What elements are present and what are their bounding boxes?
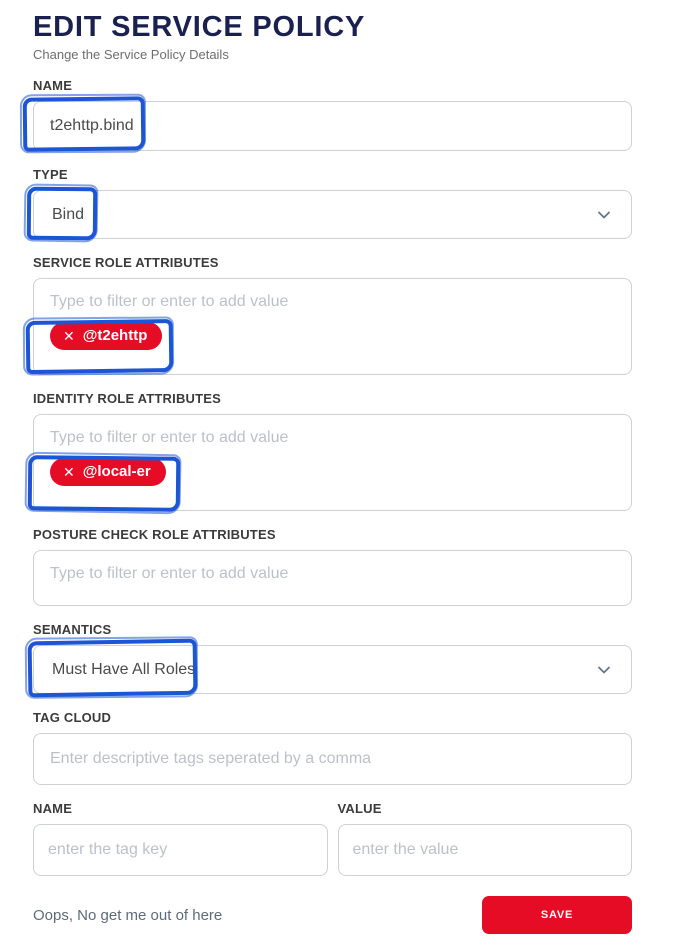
service-role-tag[interactable] (50, 322, 162, 350)
field-tag-cloud (33, 710, 632, 785)
identity-role-tag-row (50, 458, 615, 486)
service-role-placeholder: Type to filter or enter to add value (50, 293, 289, 311)
field-posture-check-role-attributes (33, 527, 632, 606)
tag-name-label: NAME (33, 801, 73, 817)
posture-check-role-attributes-input[interactable] (33, 550, 632, 606)
tag-value-label: VALUE (337, 801, 382, 817)
identity-role-tag-label: @local-er (82, 463, 151, 481)
name-label: NAME (33, 78, 73, 94)
form-footer (33, 896, 632, 934)
remove-tag-icon[interactable]: ✕ (63, 327, 75, 344)
field-tag-name (33, 801, 328, 876)
save-button[interactable]: SAVE (482, 896, 632, 934)
semantics-select[interactable] (33, 645, 632, 694)
identity-role-attributes-input[interactable] (33, 414, 632, 511)
service-role-attributes-label: SERVICE ROLE ATTRIBUTES (33, 255, 219, 271)
posture-check-role-attributes-label: POSTURE CHECK ROLE ATTRIBUTES (33, 527, 276, 543)
tag-name-input[interactable] (33, 824, 328, 876)
service-role-attributes-input[interactable] (33, 278, 632, 375)
posture-check-role-placeholder: Type to filter or enter to add value (50, 565, 289, 583)
tag-cloud-input[interactable] (33, 733, 632, 785)
field-name (33, 78, 632, 151)
chevron-down-icon (595, 661, 613, 679)
field-type (33, 167, 632, 239)
field-service-role-attributes (33, 255, 632, 375)
tag-key-value-row (33, 801, 632, 876)
remove-tag-icon[interactable]: ✕ (63, 463, 75, 480)
page-subtitle: Change the Service Policy Details (33, 47, 229, 63)
field-identity-role-attributes (33, 391, 632, 511)
edit-service-policy-form (33, 12, 632, 934)
semantics-label: SEMANTICS (33, 622, 112, 638)
type-label: TYPE (33, 167, 68, 183)
page-title: EDIT SERVICE POLICY (33, 11, 366, 43)
name-input[interactable] (33, 101, 632, 151)
chevron-down-icon (595, 206, 613, 224)
identity-role-placeholder: Type to filter or enter to add value (50, 429, 289, 447)
service-role-tag-row (50, 322, 615, 350)
cancel-link[interactable]: Oops, No get me out of here (33, 906, 223, 924)
identity-role-tag[interactable] (50, 458, 166, 486)
semantics-select-value: Must Have All Roles (52, 660, 196, 678)
service-role-tag-label: @t2ehttp (82, 327, 148, 345)
type-select[interactable] (33, 190, 632, 239)
field-semantics (33, 622, 632, 694)
type-select-value: Bind (52, 205, 85, 223)
tag-value-input[interactable] (338, 824, 633, 876)
tag-cloud-label: TAG CLOUD (33, 710, 112, 726)
field-tag-value (338, 801, 633, 876)
identity-role-attributes-label: IDENTITY ROLE ATTRIBUTES (33, 391, 222, 407)
